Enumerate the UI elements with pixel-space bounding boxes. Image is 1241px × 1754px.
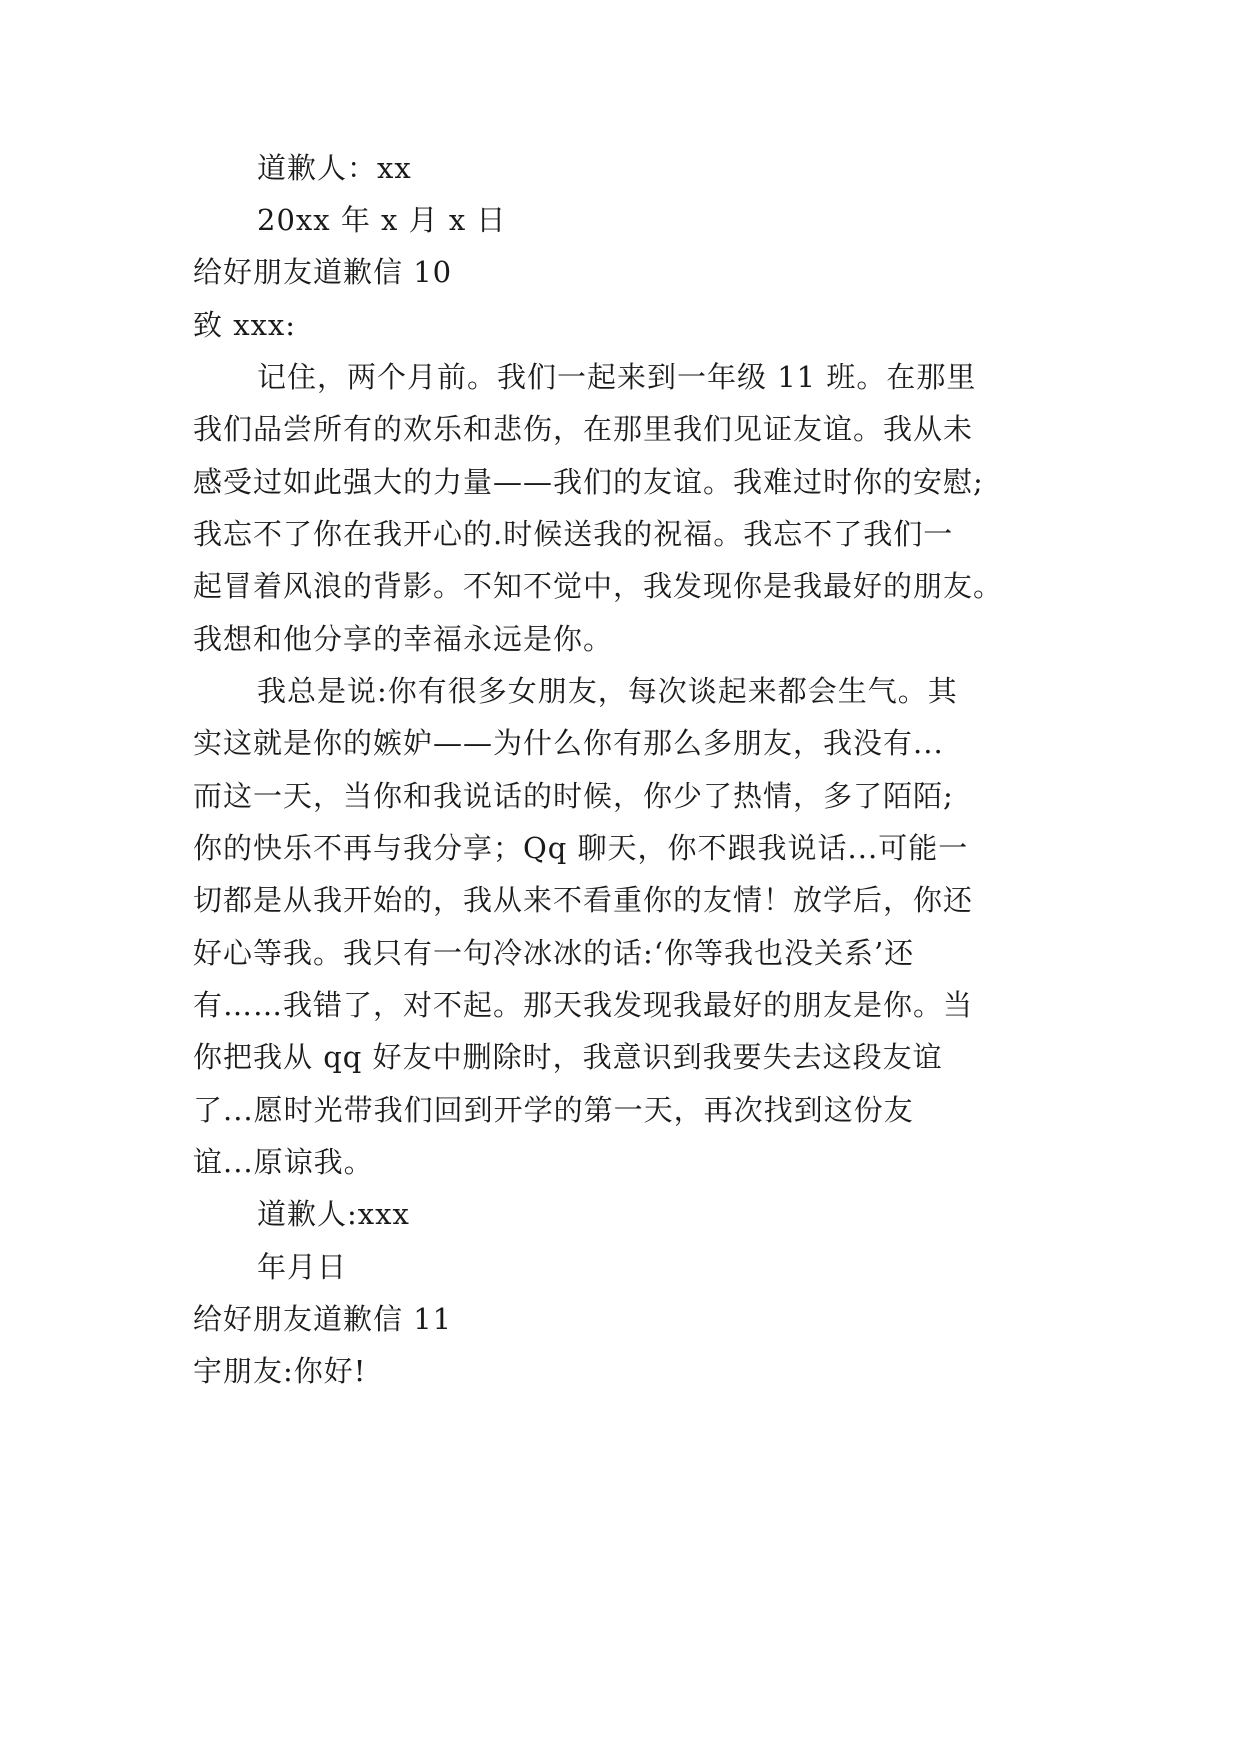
paragraph-line: 我们品尝所有的欢乐和悲伤，在那里我们见证友谊。我从未 — [193, 412, 974, 446]
letter-title: 给好朋友道歉信 10 — [193, 255, 453, 289]
paragraph-line: 记住，两个月前。我们一起来到一年级 11 班。在那里 — [257, 360, 977, 394]
paragraph-line: 实这就是你的嫉妒——为什么你有那么多朋友，我没有... — [193, 726, 944, 760]
letter-title: 给好朋友道歉信 11 — [193, 1302, 453, 1336]
paragraph-line: 谊...原谅我。 — [193, 1145, 374, 1179]
paragraph-line: 我想和他分享的幸福永远是你。 — [193, 622, 614, 656]
paragraph-line: 你的快乐不再与我分享；Qq 聊天，你不跟我说话...可能一 — [193, 831, 969, 865]
salutation: 宇朋友:你好! — [193, 1354, 367, 1388]
paragraph-line: 感受过如此强大的力量——我们的友谊。我难过时你的安慰; — [193, 465, 984, 499]
paragraph-line: 切都是从我开始的，我从来不看重你的友情！放学后，你还 — [193, 883, 974, 917]
paragraph-line: 你把我从 qq 好友中删除时，我意识到我要失去这段友谊 — [193, 1040, 943, 1074]
paragraph-line: 我忘不了你在我开心的.时候送我的祝福。我忘不了我们一 — [193, 517, 954, 551]
date-line: 年月日 — [257, 1250, 348, 1284]
paragraph-line: 我总是说:你有很多女朋友，每次谈起来都会生气。其 — [257, 674, 958, 708]
paragraph-line: 好心等我。我只有一句冷冰冰的话:‘你等我也没关系’还 — [193, 936, 915, 970]
signer-line: 道歉人：xx — [257, 151, 412, 185]
paragraph-line: 了...愿时光带我们回到开学的第一天，再次找到这份友 — [193, 1093, 914, 1127]
paragraph-line: 起冒着风浪的背影。不知不觉中，我发现你是我最好的朋友。 — [193, 569, 1004, 603]
paragraph-line: 而这一天，当你和我说话的时候，你少了热情，多了陌陌; — [193, 779, 954, 813]
date-line: 20xx 年 x 月 x 日 — [257, 203, 507, 237]
paragraph-line: 有……我错了，对不起。那天我发现我最好的朋友是你。当 — [193, 988, 974, 1022]
salutation: 致 xxx: — [193, 308, 297, 342]
signer-line: 道歉人:xxx — [257, 1197, 410, 1231]
